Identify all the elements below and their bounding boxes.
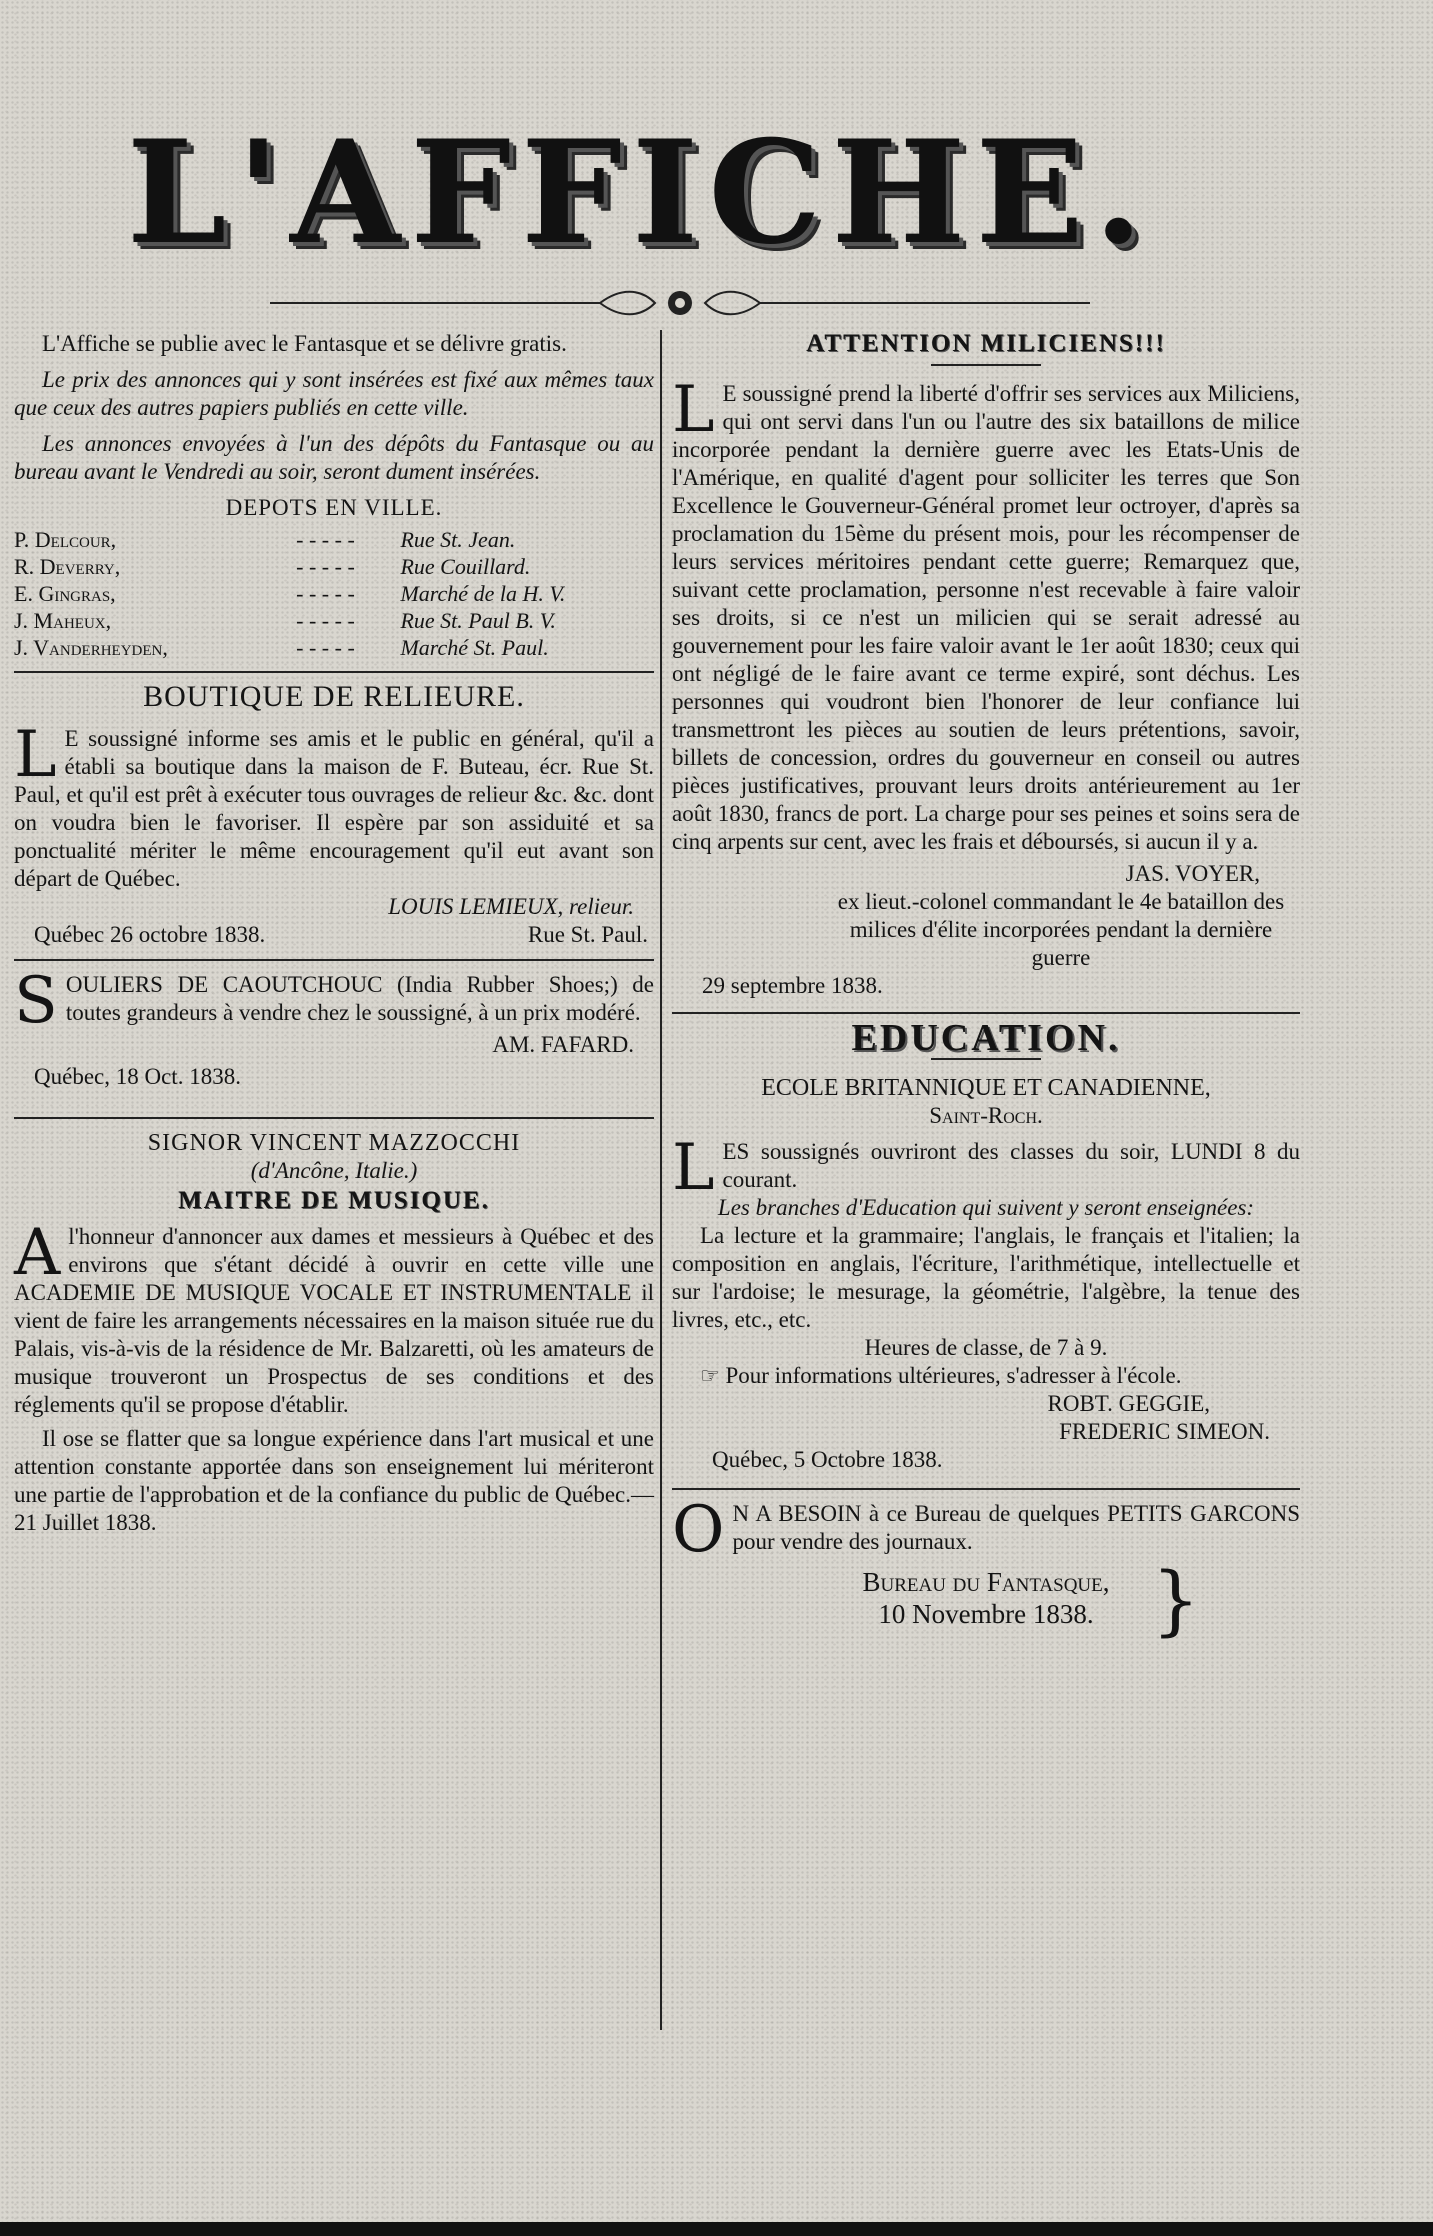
souliers-text: OULIERS DE CAOUTCHOUC (India Rubber Shoes;) de toutes grandeurs à vendre chez le soussigné, à un prix modéré.	[65, 972, 654, 1025]
dropcap: L	[672, 373, 715, 447]
mazzocchi-origin: (d'Ancône, Italie.)	[250, 1158, 418, 1183]
depot-address: Marché St. Paul.	[400, 635, 549, 660]
depot-address: Rue Couillard.	[400, 554, 531, 579]
education-info	[672, 1362, 1300, 1390]
right-column	[672, 330, 1300, 1644]
left-column	[14, 330, 654, 1537]
souliers-body	[14, 964, 654, 1038]
education-school: ECOLE BRITANNIQUE ET CANADIENNE,	[761, 1075, 1211, 1101]
miliciens-signature-title: ex lieut.-colonel commandant le 4e bataillon des milices d'élite incorporées pendant la dernière guerre	[837, 889, 1285, 970]
depot-name: J. Maheux,	[14, 608, 112, 633]
depot-address: Rue St. Jean.	[400, 527, 516, 552]
depot-name: P. Delcour,	[14, 527, 117, 552]
miliciens-signature: JAS. VOYER,	[1125, 861, 1260, 886]
table-row	[14, 607, 654, 634]
depot-dots: - - - - -	[296, 635, 355, 660]
reliure-address: Rue St. Paul.	[527, 922, 648, 947]
depots-table	[14, 526, 654, 661]
mazzocchi-title: SIGNOR VINCENT MAZZOCCHI	[147, 1130, 521, 1156]
besoin-date: 10 Novembre 1838.	[878, 1599, 1094, 1629]
education-hours: Heures de classe, de 7 à 9.	[864, 1335, 1108, 1360]
depot-dots: - - - - -	[296, 527, 355, 552]
table-row	[14, 553, 654, 580]
miliciens-title: ATTENTION MILICIENS!!!	[806, 330, 1166, 357]
mazzocchi-body	[14, 1216, 654, 1419]
intro-paragraph-1: L'Affiche se publie avec le Fantasque et se délivre gratis.	[42, 331, 567, 356]
section-rule	[931, 364, 1041, 366]
depot-address: Rue St. Paul B. V.	[400, 608, 556, 633]
table-row	[14, 580, 654, 607]
depot-address: Marché de la H. V.	[400, 581, 566, 606]
section-rule	[14, 959, 654, 961]
intro-paragraph-2: Le prix des annonces qui y sont insérées est fixé aux mêmes taux que ceux des autres papiers publiés en cette ville.	[14, 367, 654, 420]
dropcap: O	[672, 1493, 725, 1567]
reliure-title: BOUTIQUE DE RELIEURE.	[143, 680, 525, 713]
page-bottom-border	[0, 2222, 1433, 2236]
reliure-signature: LOUIS LEMIEUX, relieur.	[388, 894, 634, 919]
dropcap: A	[14, 1216, 61, 1290]
dropcap: L	[14, 718, 57, 792]
education-place: Saint-Roch.	[929, 1103, 1043, 1128]
table-row	[14, 526, 654, 553]
pointing-hand-icon: ☞	[700, 1363, 720, 1388]
depot-dots: - - - - -	[296, 608, 355, 633]
reliure-footer	[14, 921, 654, 949]
mazzocchi-body-2: Il ose se flatter que sa longue expérience dans l'art musical et une attention constante apportée dans son enseignement lui mériteront une partie de l'approbation et de la confiance du public de Québec.—21 Juillet 1838.	[14, 1426, 654, 1535]
education-body	[672, 1131, 1300, 1205]
depot-name: E. Gingras,	[14, 581, 116, 606]
depot-name: J. Vanderheyden,	[14, 635, 168, 660]
intro-paragraph-3: Les annonces envoyées à l'un des dépôts du Fantasque ou au bureau avant le Vendredi au soir, seront dument insérées.	[14, 431, 654, 484]
miliciens-text: E soussigné prend la liberté d'offrir ses services aux Miliciens, qui ont servi dans l'un ou l'autre des six bataillons de milice incorporée pendant la dernière guerre avec les Etats-Unis de l'Amérique, en qualité d'agent pour solliciter les terres que Son Excellence le Gouverneur-Général promet leur octroyer, d'après sa proclamation du 15ème du présent mois, pour les récompenser de leurs services méritoires pendant cette guerre; Remarquez que, suivant cette proclamation, personne n'est recevable à faire valoir ses droits, si ce n'est un milicien qui se serait adressé au gouvernement pour les faire valoir avant le 1er août 1830; ceux qui ont négligé de le faire avant ce terme expiré, sont déchus. Les personnes qui voudront bien l'honorer de leur confiance lui transmettront les pièces au soutien de leurs prétentions, savoir, billets de concession, ordres du gouverneur en conseil ou autres pièces justificatives, prouvant leurs droits antérieurement au 1er août 1830, francs de port. La charge pour ses peines et soins sera de cinq arpents sur cent, avec les frais et déboursés, si aucun il y a.	[672, 381, 1300, 854]
ornament-divider-icon	[270, 286, 1090, 320]
besoin-office-block	[672, 1555, 1300, 1644]
brace-glyph: }	[1151, 1555, 1200, 1644]
miliciens-date: 29 septembre 1838.	[702, 973, 883, 998]
masthead-title: L'AFFICHE.	[126, 110, 1154, 276]
column-divider	[660, 330, 662, 2030]
depot-dots: - - - - -	[296, 554, 355, 579]
depot-name: R. Deverry,	[14, 554, 121, 579]
mazzocchi-subtitle: MAITRE DE MUSIQUE.	[178, 1187, 490, 1214]
education-subjects: La lecture et la grammaire; l'anglais, le français et l'italien; la composition en anglais, l'écriture, l'arithmétique, intellectuelle et sur l'ardoise; le mesurage, la géométrie, l'algèbre, la tenue des livres, etc., etc.	[672, 1223, 1300, 1332]
dropcap: L	[672, 1131, 715, 1205]
depot-dots: - - - - -	[296, 581, 355, 606]
education-date: Québec, 5 Octobre 1838.	[712, 1447, 943, 1472]
souliers-signature: AM. FAFARD.	[492, 1032, 634, 1057]
mazzocchi-text: l'honneur d'annoncer aux dames et messieurs à Québec et des environs que s'étant décidé à ouvrir en cette ville une ACADEMIE DE MUSIQUE VOCALE ET INSTRUMENTALE il vient de faire les arrangements nécessaires en la maison située rue du Palais, vis-à-vis de la résidence de Mr. Balzaretti, où les amateurs de musique trouveront un Prospectus de ses conditions et des réglements qu'il se propose d'établir.	[14, 1224, 654, 1417]
education-title: EDUCATION.	[851, 1017, 1121, 1059]
education-signature-1: ROBT. GEGGIE,	[1047, 1391, 1210, 1416]
miliciens-body	[672, 373, 1300, 856]
reliure-date: Québec 26 octobre 1838.	[34, 922, 266, 947]
section-rule	[672, 1012, 1300, 1014]
besoin-office: Bureau du Fantasque,	[862, 1567, 1110, 1597]
education-signature-2: FREDERIC SIMEON.	[1059, 1419, 1270, 1444]
souliers-date: Québec, 18 Oct. 1838.	[34, 1064, 241, 1089]
besoin-body	[672, 1493, 1300, 1567]
education-text: ES soussignés ouvriront des classes du soir, LUNDI 8 du courant.	[722, 1139, 1300, 1192]
reliure-body	[14, 718, 654, 893]
reliure-text: E soussigné informe ses amis et le public en général, qu'il a établi sa boutique dans la maison de F. Buteau, écr. Rue St. Paul, et qu'il est prêt à exécuter tous ouvrages de relieur &c. &c. dont on voudra bien le favoriser. Il espère par son assiduité et sa ponctualité mériter le même encouragement qu'il eut avant son départ de Québec.	[14, 726, 654, 891]
depots-title: DEPOTS EN VILLE.	[225, 495, 443, 520]
table-row	[14, 634, 654, 661]
section-rule	[14, 671, 654, 673]
besoin-text: N A BESOIN à ce Bureau de quelques PETITS GARCONS pour vendre des journaux.	[732, 1501, 1300, 1554]
section-rule	[14, 1117, 654, 1119]
dropcap: S	[14, 964, 58, 1038]
education-info-text: Pour informations ultérieures, s'adresser à l'école.	[725, 1363, 1182, 1388]
section-rule	[672, 1488, 1300, 1490]
education-branches: Les branches d'Education qui suivent y seront enseignées:	[717, 1195, 1255, 1220]
